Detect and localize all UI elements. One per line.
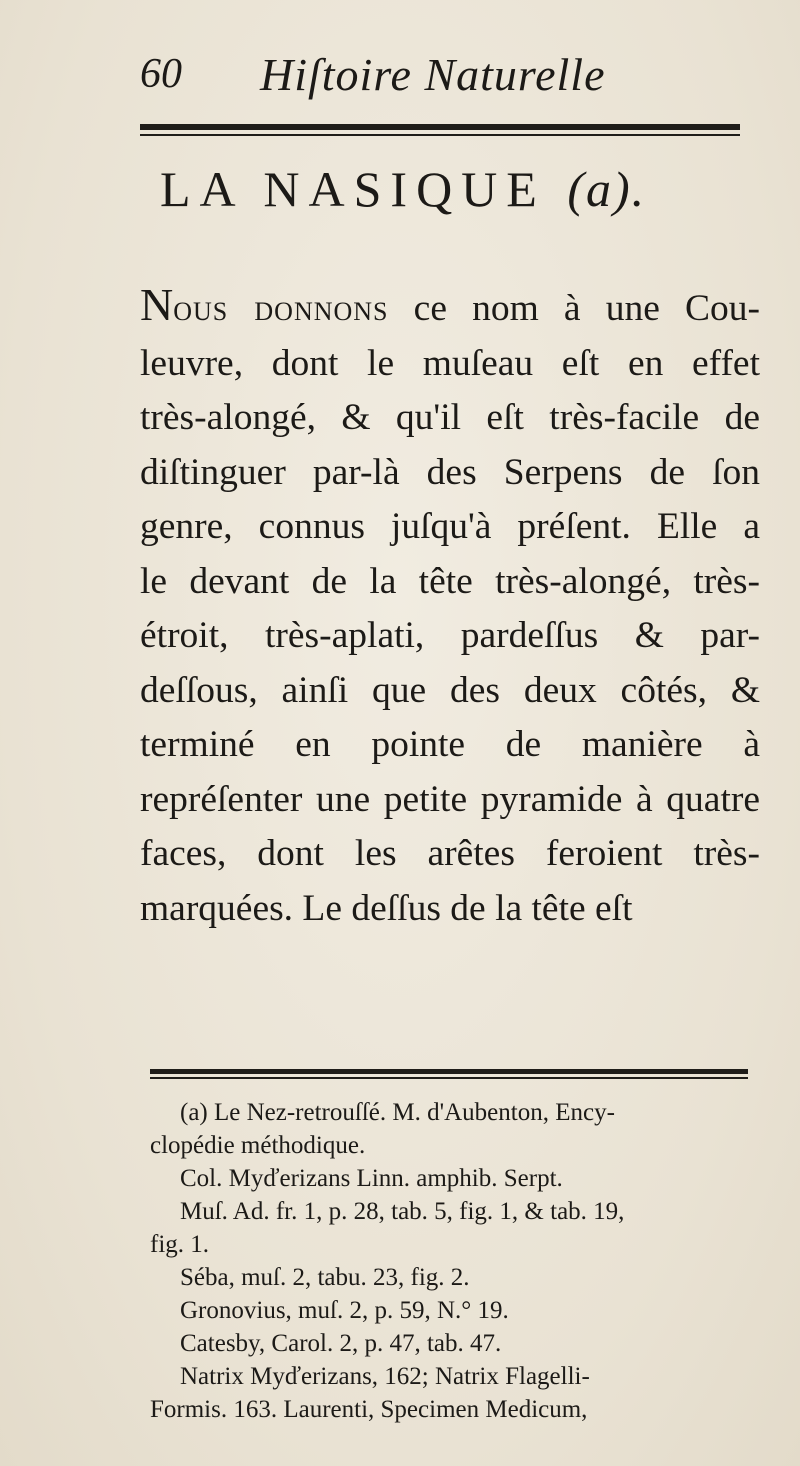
body-line: le devant de la tête très-alongé, très- xyxy=(140,560,760,602)
body-line: deſſous, ainſi que des deux côtés, & xyxy=(140,669,760,711)
footnote-line: Séba, muſ. 2, tabu. 23, fig. 2. xyxy=(180,1264,470,1291)
footnote-line: Gronovius, muſ. 2, p. 59, N.° 19. xyxy=(180,1297,509,1324)
body-line: genre, connus juſqu'à préſent. Elle a xyxy=(140,506,760,547)
footnote-line: clopédie méthodique. xyxy=(150,1132,366,1159)
body-line: diſtinguer par-là des Serpens de ſon xyxy=(140,451,760,493)
header-rule-thin xyxy=(140,134,740,136)
body-line: terminé en pointe de manière à xyxy=(140,724,760,765)
body-line: repréſenter une petite pyramide à quatre xyxy=(140,778,760,820)
footnote-line: Catesby, Carol. 2, p. 47, tab. 47. xyxy=(180,1330,502,1357)
footnote-line: Natrix Myďerizans, 162; Natrix Flagelli- xyxy=(180,1363,590,1390)
body-line: très-alongé, & qu'il eſt très-facile de xyxy=(140,397,760,438)
opening-smallcaps: ous donnons xyxy=(173,288,389,329)
page-number: 60 xyxy=(140,51,182,97)
running-title: Hiſtoire Naturelle xyxy=(260,49,606,100)
body-line: étroit, très-aplati, pardeſſus & par- xyxy=(140,615,760,656)
body-line xyxy=(140,278,760,337)
footnote-line: (a) Le Nez-retrouſſé. M. d'Aubenton, Ency- xyxy=(180,1099,615,1126)
body-line: leuvre, dont le muſeau eſt en effet xyxy=(140,342,760,384)
footnote-line: fig. 1. xyxy=(150,1231,210,1258)
body-line-text: ce nom à une Cou- xyxy=(413,288,761,329)
header-rule-thick xyxy=(140,124,740,130)
footnote-line: Col. Myďerizans Linn. amphib. Serpt. xyxy=(180,1165,563,1192)
footnote-line: Muſ. Ad. fr. 1, p. 28, tab. 5, fig. 1, & tab. 19, xyxy=(180,1198,625,1225)
running-head xyxy=(140,48,740,108)
body-line: marquées. Le deſſus de la tête eſt xyxy=(140,887,633,929)
footnote-line: Formis. 163. Laurenti, Specimen Medicum, xyxy=(150,1396,588,1423)
section-title-text: LA NASIQUE xyxy=(160,161,546,217)
footnote-reference: (a). xyxy=(567,161,647,217)
footnote-rule-thick xyxy=(150,1069,748,1074)
body-line: faces, dont les arêtes feroient très- xyxy=(140,833,760,874)
body-text xyxy=(140,278,760,936)
section-title xyxy=(160,160,760,218)
initial-letter: N xyxy=(140,279,174,330)
footnote-rule-thin xyxy=(150,1077,748,1079)
footnote xyxy=(150,1096,760,1426)
